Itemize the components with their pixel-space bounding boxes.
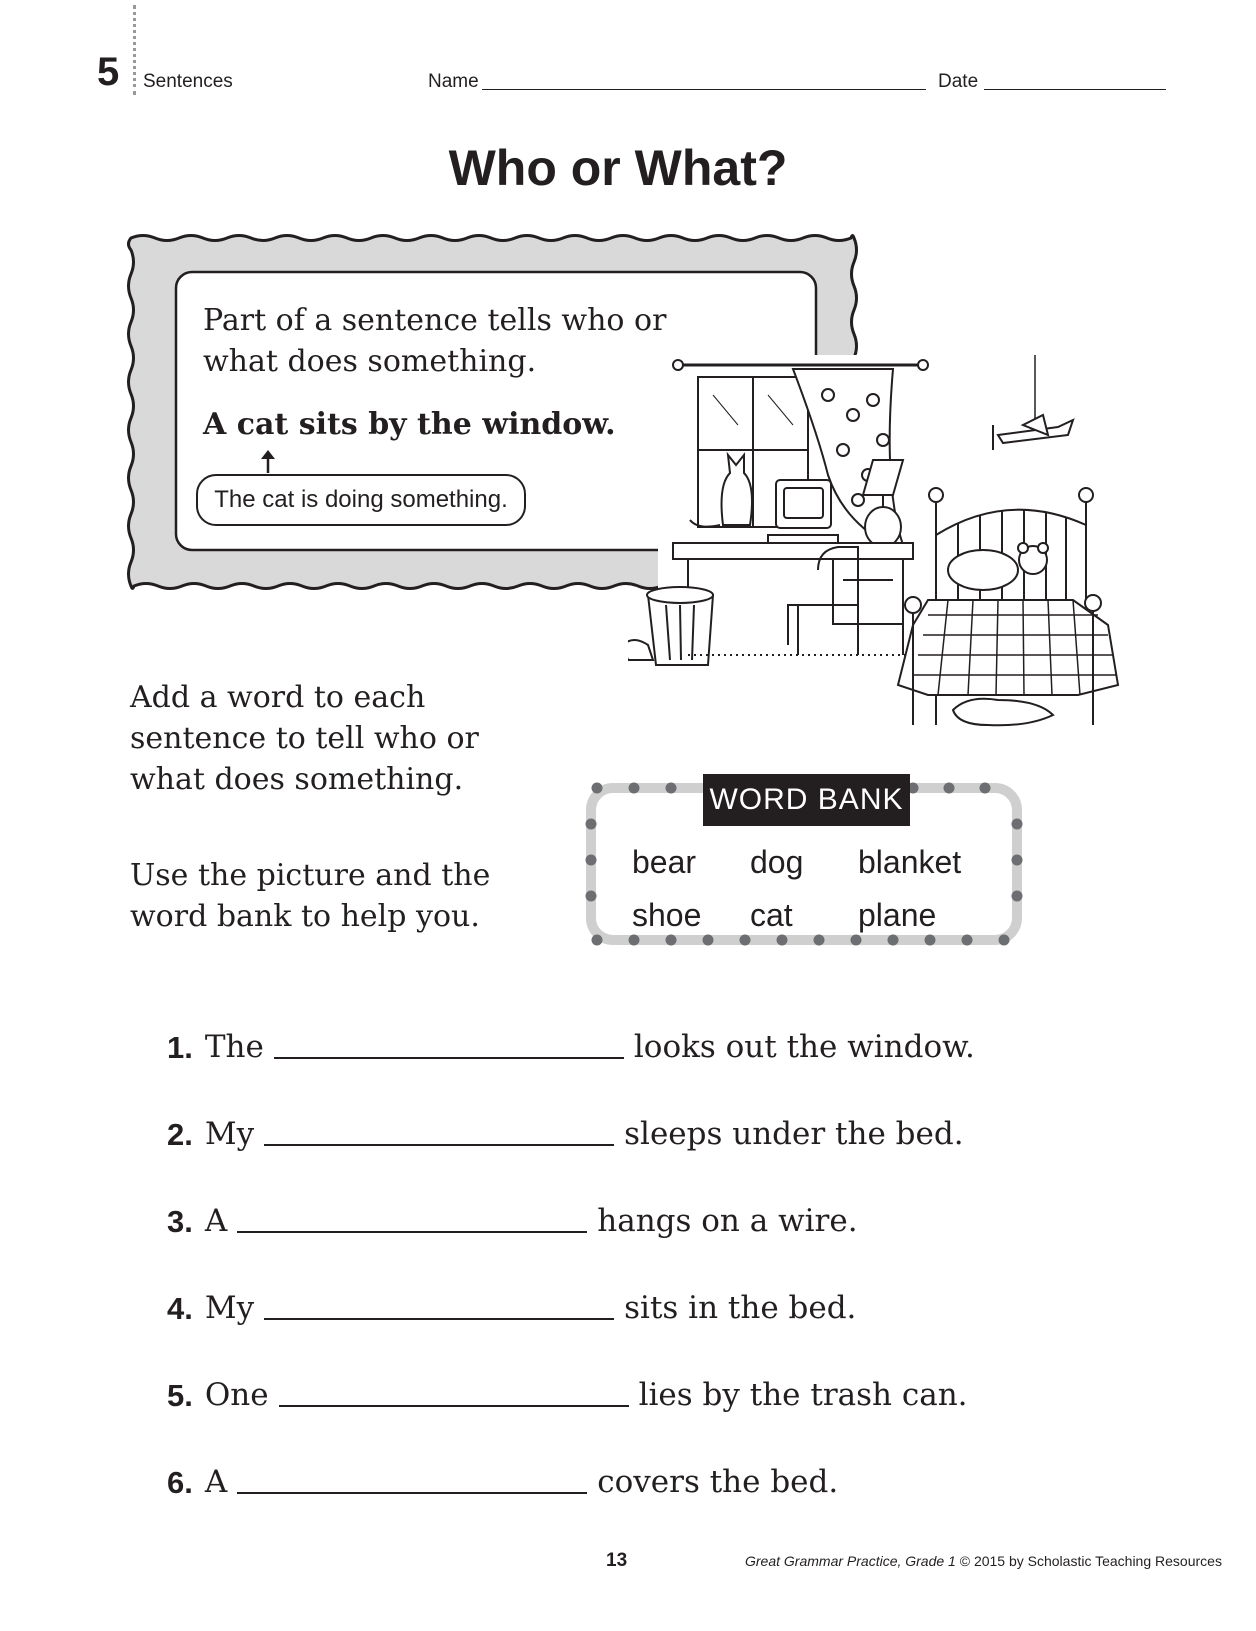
exercise-item-3 — [167, 1203, 858, 1239]
up-arrow-icon — [258, 449, 278, 475]
item-before-text: My — [204, 1290, 255, 1326]
answer-blank[interactable] — [237, 1230, 587, 1233]
exercise-item-6 — [167, 1464, 839, 1500]
bedroom-illustration — [628, 355, 1143, 755]
name-label: Name — [428, 71, 479, 92]
item-after-text: hangs on a wire. — [597, 1203, 858, 1239]
item-before-text: A — [204, 1464, 228, 1500]
example-sentence: A cat sits by the window. — [203, 407, 616, 442]
copyright-credit — [745, 1554, 1222, 1568]
directions-part-1: Add a word to each sentence to tell who or what does something. — [130, 680, 479, 797]
word-bank-word: shoe — [632, 897, 702, 933]
book-title: Great Grammar Practice, Grade 1 — [745, 1553, 956, 1569]
exercise-item-1 — [167, 1029, 975, 1065]
item-after-text: sleeps under the bed. — [624, 1116, 964, 1152]
exercise-item-5 — [167, 1377, 968, 1413]
answer-blank[interactable] — [237, 1491, 587, 1494]
item-number: 6. — [167, 1465, 193, 1500]
item-number: 4. — [167, 1291, 193, 1326]
date-field[interactable] — [984, 89, 1166, 90]
item-after-text: lies by the trash can. — [638, 1377, 968, 1413]
item-number: 5. — [167, 1378, 193, 1413]
answer-blank[interactable] — [274, 1056, 624, 1059]
exercise-item-2 — [167, 1116, 964, 1152]
page-number: 13 — [606, 1550, 628, 1571]
word-bank-word: plane — [858, 897, 937, 933]
item-number: 1. — [167, 1030, 193, 1065]
item-after-text: looks out the window. — [633, 1029, 975, 1065]
exercise-item-4 — [167, 1290, 857, 1326]
rule-text: Part of a sentence tells who or what does something. — [203, 303, 667, 379]
answer-blank[interactable] — [279, 1404, 629, 1407]
callout-bubble: The cat is doing something. — [196, 474, 526, 526]
word-bank-word: blanket — [858, 844, 962, 880]
copyright-text: © 2015 by Scholastic Teaching Resources — [959, 1553, 1222, 1569]
item-number: 2. — [167, 1117, 193, 1152]
date-label: Date — [938, 71, 979, 92]
word-bank-word: dog — [750, 844, 804, 880]
item-after-text: covers the bed. — [597, 1464, 839, 1500]
answer-blank[interactable] — [264, 1317, 614, 1320]
word-bank-word: bear — [632, 844, 697, 880]
lesson-number: 5 — [97, 50, 120, 94]
item-number: 3. — [167, 1204, 193, 1239]
word-bank-word: cat — [750, 897, 793, 933]
dotted-divider — [133, 5, 136, 95]
item-before-text: My — [204, 1116, 255, 1152]
item-before-text: The — [204, 1029, 264, 1065]
answer-blank[interactable] — [264, 1143, 614, 1146]
lesson-label: Sentences — [143, 71, 233, 92]
name-field[interactable] — [482, 89, 926, 90]
item-after-text: sits in the bed. — [624, 1290, 857, 1326]
page-title: Who or What? — [448, 140, 788, 196]
item-before-text: A — [204, 1203, 228, 1239]
directions-part-2: Use the picture and the word bank to help you. — [130, 858, 491, 934]
item-before-text: One — [204, 1377, 269, 1413]
word-bank-title: WORD BANK — [703, 774, 910, 826]
